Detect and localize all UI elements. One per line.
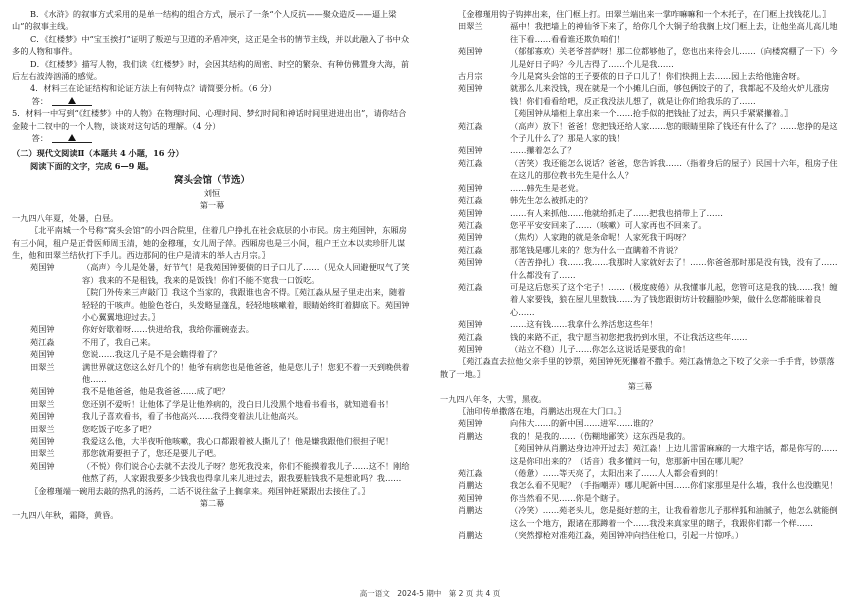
speech-text: 可是这后您买了这个宅子！……（极度疲倦）从我懂事儿起，您管可这是我的钱……我！缠着人家要钱，狼在屋儿里数钱……为了钱您跟街坊计较翻脸吵架，做什么您都能昧着良心…… [510,281,838,317]
answer-blank-5[interactable] [52,133,92,143]
stage-direction-top: 〖金穆瑾用钩子钩摔出来，住门框上打。田翠兰端出来一掌咋嘛嘛和一个木托子，在门框上找钱花儿。〗 [458,9,831,19]
speech-text: （苦苦挣扎）我……我……我那时人家就好去了！……你爸爸那时那是没有钱，没有了……什么都没有了…… [510,257,838,280]
dialogue-line [12,435,412,447]
dialogue-line [12,361,412,386]
option-d: D．《红楼梦》描写人物，我们读《红楼梦》时，会因其结构的周密、时空的繁杂、有种仿佛置身大海，前后左右波涛汹涌的感觉。 [12,58,410,82]
speech-text: 满世界就这您这么好几个的！他爷有病您也是他爸爸，他是您儿子！您犯不着一天到晚供着他…… [82,361,410,384]
passage-author: 刘恒 [203,188,221,199]
speaker-name: 苑国钟 [30,262,55,273]
speaker-name: 苑国钟 [30,436,55,446]
speaker-name: 苑国钟 [458,257,483,268]
speech-text: ……攥着怎么了？ [510,145,576,156]
page-footer: 高一语文 2024-5 期中 第 2 页 共 4 页 [359,589,501,598]
dialogue-block-act2 [440,20,840,355]
dialogue-line [440,244,840,256]
dialogue-line [12,460,412,485]
stage-direction-4: 〖油印传单撒落在地，肖鹏达出现在大门口。〗 [458,406,626,416]
speaker-name: 苑国钟 [458,145,483,156]
speech-text: 我怎么看不见呢？（手指嘲弄）哪儿呢新中国……你们家那里是什么墙，我什么也没瞧见！ [510,480,838,491]
speaker-name: 肖鹏达 [458,480,483,491]
dialogue-line [440,157,840,182]
dialogue-line [440,331,840,343]
speaker-name: 苑国钟 [458,343,483,354]
speaker-name: 苑国钟 [30,460,55,471]
dialogue-line [440,231,840,243]
dialogue-line [440,529,840,541]
speaker-name: 苑国钟 [30,386,55,397]
speaker-name: 苑江淼 [30,336,55,347]
dialogue-line [12,286,412,323]
speech-text: 我儿子喜欢看书，看了书他高兴……我得变着法儿让他高兴。 [82,411,304,422]
speaker-name: 苑国钟 [458,83,483,94]
speech-text: 韩先生怎么被抓走的？ [510,195,592,206]
speech-text: 你好好歇着呀……快进给我，我给你灌碗壶去。 [82,324,254,335]
speech-text: 那笔钱是哪儿来的？您为什么一直瞒着不肯说？ [510,244,682,255]
dialogue-line [440,45,840,70]
dialogue-line [440,70,840,82]
speaker-name: 苑江淼 [458,468,483,479]
dialogue-line [12,385,412,397]
speaker-name: 苑江淼 [458,244,483,255]
dialogue-line [12,423,412,435]
speech-text: 那您就甭要担子了，您还是要儿子吧。 [82,448,222,459]
speech-text: 您吃饭子吃多了吧？ [82,423,156,434]
dialogue-block-act3 [440,417,840,541]
speaker-name: 苑国钟 [458,182,483,193]
speaker-name: 苑国钟 [30,411,55,422]
speaker-name: 苑国钟 [30,324,55,335]
speaker-name: 田翠兰 [30,423,55,434]
speaker-name: 苑江淼 [458,157,483,168]
speech-text: 我的！是我的……（伤糊地鄙笑）这东西是我的。 [510,430,691,441]
question-4: 4．材料三在论证结构和论证方法上有何特点？请简要分析。（6 分） [30,83,277,94]
dialogue-line [440,417,840,429]
speaker-name: 苑江淼 [458,281,483,292]
speech-text: （倦惫）……等天亮了，太阳出来了……人人都会看到的！ [510,468,723,479]
speech-text: 我不是他爸爸，他是我爸爸……成了吧？ [82,386,230,397]
dialogue-line [440,318,840,330]
speaker-name: 苑国钟 [458,492,483,503]
speaker-name: 苑国钟 [458,418,483,429]
left-column [12,8,412,522]
speech-text: 你当然看不见……你是个瞎子。 [510,492,625,503]
act-1-time: 一九四八年夏，处暑，白昼。 [12,212,119,223]
speech-text: 〖苑国钟从肖鹏达身边冲开过去〗苑江淼！上边儿雷雷麻麻的一大堆字话，都是你写的……这是你印出来的？（话音）我多懂问一句，您那新中国在哪儿呢？ [510,443,838,466]
dialogue-line [440,479,840,491]
speech-text: 您说……我这几子是不是会瞧得着了？ [82,349,222,360]
dialogue-line [12,348,412,360]
speech-text: 今儿是窝头会馆的王子要侬的日子口儿了！你们快拥上去……园上去给他施舍呀。 [510,71,805,82]
speaker-name: 苑国钟 [458,319,483,330]
dialogue-line [440,144,840,156]
speaker-name [440,107,510,119]
speaker-name: 古月宗 [458,71,483,82]
speaker-name: 苑国钟 [458,232,483,243]
speaker-name [440,442,510,467]
dialogue-line [440,442,840,467]
dialogue-line [12,336,412,348]
speaker-name [12,286,82,323]
answer-4-label: 答： [31,95,49,106]
dialogue-line [440,120,840,145]
speech-text: （站立不稳）儿子……你怎么这说话是要我的命！ [510,343,691,354]
speaker-name: 苑国钟 [458,207,483,218]
answer-4 [12,95,412,107]
act-2-time: 一九四八年秋，霜降，黄昏。 [12,510,119,521]
question-5: 5．材料一中写到“《红楼梦》中的人物》在物理时间、心理时间、梦幻时间和神话时间里进进出出”，请你结合金陵十二钗中的一个人物，谈谈对这句话的理解。（4 分） [12,108,407,131]
speech-text: ……这有钱……我拿什么养活您这些年！ [510,319,658,330]
speech-text: ……韩先生是老党。 [510,182,584,193]
speech-text: （不悦）你们说合心去就不去没儿子呀？您死我没来，你们不能摸着我儿子……这不！刚给他熬了药，人家跟我要多少钱我也得拿儿来儿进过去，跟我要脏钱我不是想讹吗？我…… [82,460,410,484]
speaker-name: 肖鹏达 [458,430,483,441]
speech-text: 就那么儿来没钱，现在就是一个小摊儿白面，够包俩饺子的了，我都起不及给火炉儿涨房钱！你们看看给吧，反正我没法儿想了，就是让你们给我乐的了…… [510,83,830,106]
speech-text: 〖院门外传来三声敲门〗我这个当家的，我跟谁也舍不得。〖苑江淼从屋子里走出来，随着轻轻的干咳声。他脸色苍白，头发略显蓬乱，轻轻地咳嗽着，眼睛始终盯着脚底下。苑国钟小心翼翼地迎过去。〗 [82,287,410,322]
dialogue-line [12,447,412,459]
dialogue-line [440,504,840,529]
dialogue-line [12,261,412,286]
dialogue-line [440,182,840,194]
speech-text: （苦笑）我还能怎么说话？爸爸，您告诉我……（指着身后的屋子）民国十六年，租房子住在这儿的那位教书先生是什么人？ [510,157,838,181]
speech-text: 您平平安安回来了……（咳嗽）可人家再也不回来了。 [510,219,707,230]
speaker-name: 肖鹏达 [458,530,483,541]
dialogue-line [440,467,840,479]
dialogue-line [440,107,840,119]
speech-text: （郁郁寡欢）关老爷菩萨呀！那二位都够他了，您也出来待会儿……（向楼窝棚了一下）今儿是好日子吗？今儿吉得了……个儿是我…… [510,46,838,69]
stage-direction-2: 〖金穆瑾端一碗用去敲的热乳的汤药，二话不说往盆子上搁拿来。苑国钟赶紧跟出去接住了。〗 [30,485,370,496]
answer-5-label: 答： [31,133,49,144]
dialogue-line [440,492,840,504]
act-3-heading: 第三幕 [627,381,653,392]
speaker-name: 田翠兰 [458,21,483,32]
speaker-name: 苑江淼 [458,120,483,131]
dialogue-line [440,343,840,355]
passage-title: 窝头会馆（节选） [173,175,250,187]
right-column [440,8,840,541]
speech-text: （焦灼）人家跑的就是条命呢！人家死我干吗呀？ [510,232,691,243]
speaker-name: 肖鹏达 [458,505,483,516]
dialogue-line [440,194,840,206]
speech-text: ……有人来抓他……他就给抓走了……把我也捎带上了…… [510,207,723,218]
act-2-heading: 第二幕 [199,498,225,509]
speech-text: 不用了，我自己来。 [82,336,156,347]
speaker-name: 苑江淼 [458,219,483,230]
answer-5 [12,132,412,144]
speech-text: 向伟大……的新中国……进军……谁的？ [510,418,658,429]
speaker-name: 苑江淼 [458,331,483,342]
speech-text: 福中！我把墙上的神仙爷下来了，给你几个大铜子给我搁上坟门框上去，让他坐高儿高儿地往下看……看看谁还欺负咱们！ [510,21,838,44]
speech-text: 我爱这么他，大半夜听他咳嗽，我心口都跟着被人撕儿了！他是嫌我跟他们很担子呢！ [82,436,394,446]
speaker-name: 苑国钟 [458,46,483,57]
dialogue-line [440,20,840,45]
dialogue-line [12,410,412,422]
dialogue-line [440,256,840,281]
dialogue-line [12,323,412,335]
dialogue-block-act1 [12,261,412,484]
speech-text: 〖苑国钟从墙柜上拿出来一个……抢手似的把钱扯了过去，两只手紧紧攥着。〗 [510,108,793,119]
speaker-name: 苑国钟 [30,349,55,360]
speaker-name: 田翠兰 [30,448,55,459]
dialogue-line [440,219,840,231]
speech-text: 钱的来路不正，我宁愿当初您把我扔到水里，不让我活这些年…… [510,331,748,342]
dialogue-line [440,430,840,442]
dialogue-line [440,82,840,107]
act-3-time: 一九四八年冬，大雪，黑夜。 [440,393,547,404]
option-c: C．《红楼梦》中“宝玉挨打”证明了叛逆与卫道的矛盾冲突，这正是全书的情节主线，并以此融入了书中众多的人物和事件。 [12,33,410,57]
option-b: B．《水浒》的叙事方式采用的是单一结构的组合方式，展示了一条“个人反抗——聚众造反——逼上梁山”的叙事主线。 [12,9,397,32]
section-heading: （二）现代文阅读Ⅱ（本题共 4 小题，16 分） [12,148,184,159]
section-instruction: 阅读下面的文字，完成 6—9 题。 [30,160,154,171]
dialogue-line [440,281,840,318]
dialogue-line [12,398,412,410]
speech-text: 您还别不爱听！让他体了学是让他养病的，没白日儿没黑个地看书看书，就知道看书！ [82,398,394,409]
stage-direction-1: 〖北平南城一个号称“窝头会馆”的小四合院里，住着几户挣扎在社会底层的小市民。房主苑国钟，东厢房有三小间，租户是正骨医师周玉清，她的金穆瑾，女儿周子萍。西厢房也是三小间，租户王立本以卖珍肝儿谋生，他和田翠兰结伙打下手儿。西边那间的住户是清末的举人古月宗。〗 [12,225,407,260]
speaker-name: 苑江淼 [458,195,483,206]
speaker-name: 田翠兰 [30,361,55,372]
answer-blank-4[interactable] [52,96,92,106]
speaker-name: 田翠兰 [30,398,55,409]
speech-text: （冷笑）……苑老头儿，您是挺好惹的主，让我看着您儿子那样狐和油腻子，他怎么就能倒这么一个地方，跟诸在那蹲着一个……我没来真家里的瞎子，我跟你们都一个样…… [510,505,838,528]
act-1-heading: 第一幕 [199,200,225,211]
stage-direction-3: 〖苑江淼直去拉他父亲手里的钞票，苑国钟死死攥着不撒手。苑江淼情急之下咬了父亲一手手背，钞票落散了一地。〗 [440,356,835,379]
speech-text: （高声）放下！爸爸！您把钱还给人家……您的眼睛里除了钱还有什么了？……您挣的是这个子儿什么了？那是人家的钱！ [510,120,838,144]
speech-text: （突然撑枪对准苑江淼，苑国钟冲向挡住枪口，引起一片惊呼。） [510,530,744,541]
speech-text: （高声）今儿是处暑，好节气！是我苑国钟要债的日子口儿了……（见众人回避便叹气了笑容）我来的不是租钱，我来的是饭钱！你们不能不宽我一口饭吃。 [82,262,410,285]
dialogue-line [440,207,840,219]
